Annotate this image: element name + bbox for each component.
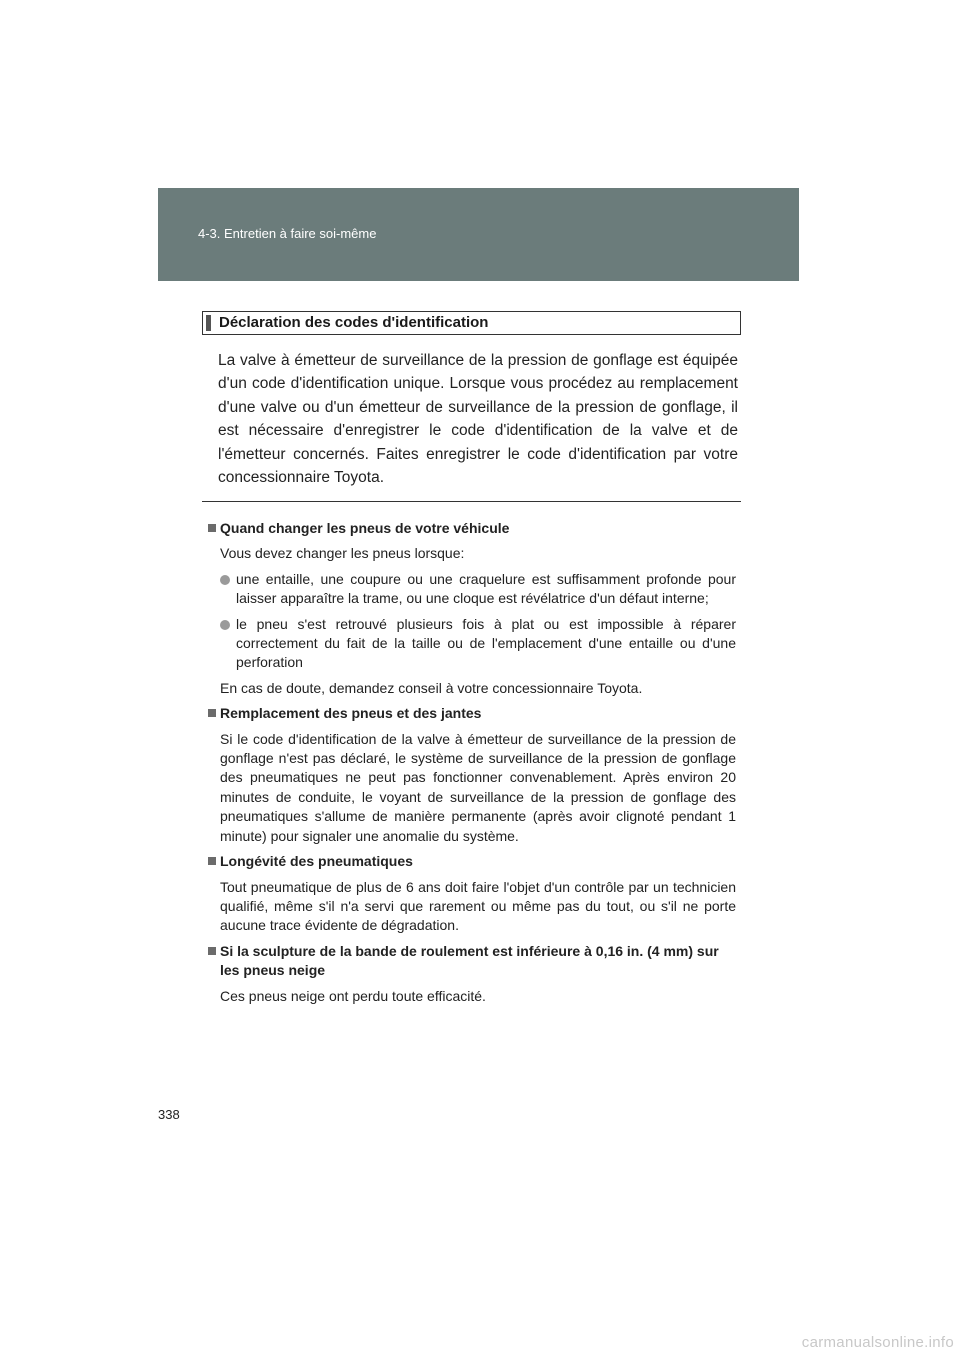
circle-bullet-icon — [220, 620, 230, 630]
note-title-replacement: Remplacement des pneus et des jantes — [208, 704, 736, 723]
square-bullet-icon — [208, 524, 216, 532]
note-title-tire-change: Quand changer les pneus de votre véhicule — [208, 519, 736, 538]
page-number: 338 — [158, 1107, 180, 1122]
note-body: Si le code d'identification de la valve à émetteur de surveillance de la pression de gonflage n'est pas déclaré, le système de surveillance de la pression de gonflage des pneumatiques ne peut pas fonctionner convenablement. Après environ 20 minutes de conduite, le voyant de surveillance de la pression de gonflage des pneumatiques s'allume de manière permanente (après avoir clignoté pendant 1 minute) pour signaler une anomalie du système. — [220, 730, 736, 844]
section-title: 4-3. Entretien à faire soi-même — [198, 226, 377, 241]
watermark: carmanualsonline.info — [801, 1334, 954, 1351]
note-body: Tout pneumatique de plus de 6 ans doit faire l'objet d'un contrôle par un technicien qualifié, même s'il n'a servi que rarement ou même pas du tout, ou s'il ne porte aucune trace évidente de dégradation. — [220, 878, 736, 934]
circle-bullet-icon — [220, 575, 230, 585]
divider — [202, 501, 741, 502]
note-title-snow-tires: Si la sculpture de la bande de roulement est inférieure à 0,16 in. (4 mm) sur les pneus neige — [208, 942, 736, 981]
intro-paragraph: La valve à émetteur de surveillance de la pression de gonflage est équipée d'un code d'identification unique. Lorsque vous procédez au remplacement d'une valve ou d'un émetteur de surveillance de la pression de gonflage, il est nécessaire d'enregistrer le code d'identification de la valve et de l'émetteur concernés. Faites enregistrer le code d'identification par votre concessionnaire Toyota. — [218, 352, 738, 487]
note-body: En cas de doute, demandez conseil à votre concessionnaire Toyota. — [220, 679, 643, 696]
note-title-longevity: Longévité des pneumatiques — [208, 852, 736, 871]
header-band — [158, 188, 799, 281]
square-bullet-icon — [208, 857, 216, 865]
notes-section — [208, 519, 736, 1012]
list-item: une entaille, une coupure ou une craquelure est suffisamment profonde pour laisser apparaître la trame, ou une cloque est révélatrice d'un défaut interne; — [220, 570, 736, 609]
square-bullet-icon — [208, 947, 216, 955]
section-heading: Déclaration des codes d'identification — [219, 314, 489, 331]
square-bullet-icon — [208, 709, 216, 717]
section-heading-box — [202, 311, 741, 335]
note-body: Vous devez changer les pneus lorsque: — [220, 545, 465, 562]
list-item: le pneu s'est retrouvé plusieurs fois à plat ou est impossible à réparer correctement du fait de la taille ou de l'emplacement d'une entaille ou d'une perforation — [220, 615, 736, 673]
heading-bar — [206, 315, 211, 331]
note-body: Ces pneus neige ont perdu toute efficacité. — [220, 987, 486, 1004]
